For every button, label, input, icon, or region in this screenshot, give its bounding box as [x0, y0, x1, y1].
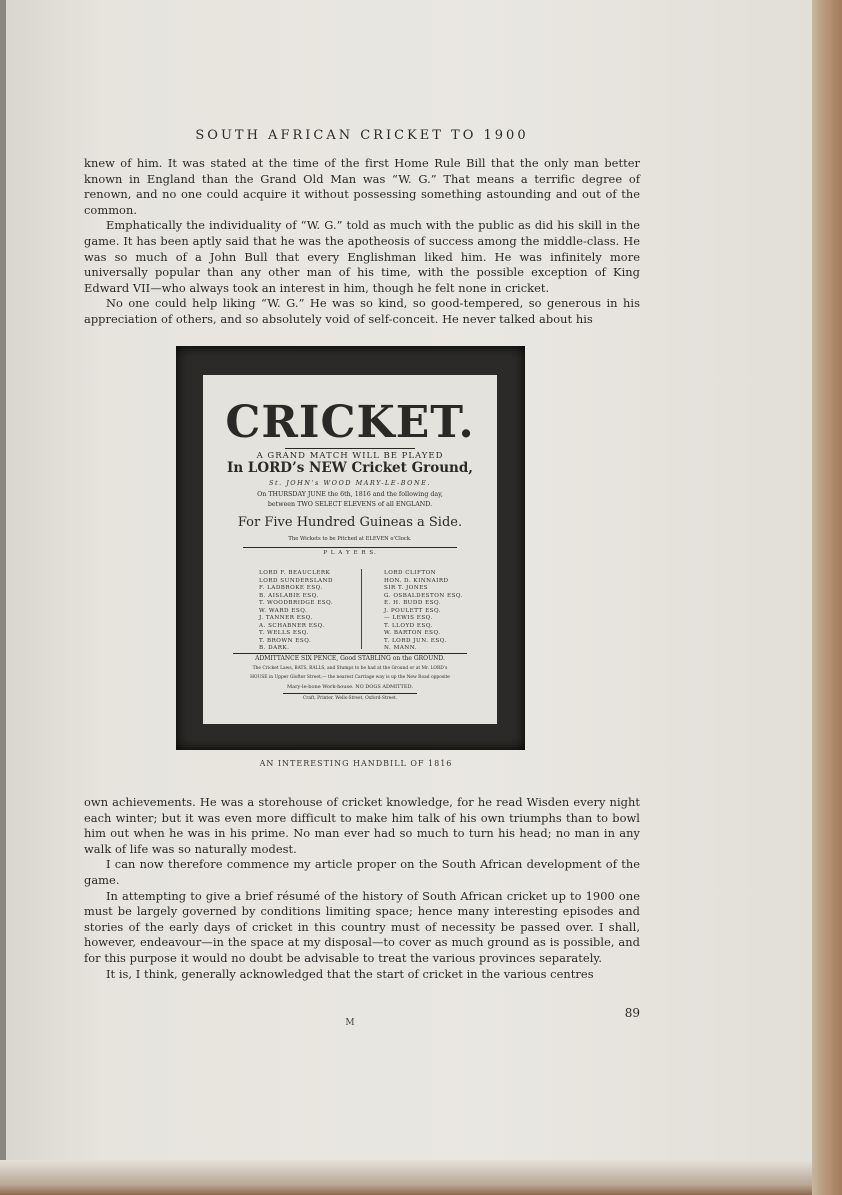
players-right	[384, 570, 463, 653]
player-name: F. LADBROKE ESQ.	[259, 585, 323, 591]
signature-mark: M	[345, 1018, 355, 1028]
player-name: A. SCHABNER ESQ.	[259, 622, 325, 629]
player-name: N. MANN.	[384, 645, 418, 651]
handbill-line: In LORD’s NEW Cricket Ground,	[227, 460, 473, 476]
divider	[233, 653, 467, 654]
handbill-line: For Five Hundred Guineas a Side.	[237, 515, 463, 530]
player-name: W. WARD ESQ.	[259, 607, 308, 614]
page-edges	[812, 0, 842, 1195]
paragraph: own achievements. He was a storehouse of cricket knowledge, for he read Wisden every night each winter; but it was even more difficult to make him talk of his own triumphs than to bowl him out when he was in his prime. No man ever had so much to turn his head; no man in any walk of life was so naturally modest.	[84, 795, 640, 856]
player-name: T. WOODBRIDGE ESQ.	[259, 600, 334, 606]
page-number: 89	[624, 1006, 640, 1020]
book-bottom-edge	[0, 1160, 812, 1195]
player-name: J. POULETT ESQ.	[384, 607, 442, 614]
divider	[283, 693, 417, 694]
player-name: T. LLOYD ESQ.	[384, 622, 433, 629]
handbill	[203, 375, 497, 724]
admittance-line: ADMITTANCE SIX PENCE, Good STABLING on the GROUND.	[255, 655, 445, 662]
divider	[285, 448, 415, 449]
player-name: — LEWIS ESQ.	[384, 615, 433, 621]
handbill-title: CRICKET.	[225, 397, 475, 448]
figure-caption: AN INTERESTING HANDBILL OF 1816	[259, 759, 453, 768]
player-name: W. BARTON ESQ.	[384, 630, 441, 636]
divider	[243, 547, 457, 548]
admittance-line: HOUSE in Upper Glofter Street,— the nearest Carriage way is up the New Road opposite	[250, 675, 450, 680]
player-name: B. AISLABIE ESQ.	[259, 592, 319, 599]
printer-line: Craft, Printer, Wells-Street, Oxford-Street.	[302, 696, 398, 701]
players-heading: P L A Y E R S.	[323, 550, 377, 556]
handbill-line: St. JOHN’s WOOD MARY-LE-BONE.	[269, 479, 431, 487]
handbill-line: The Wickets to be Pitched at ELEVEN o’Clock.	[288, 536, 412, 542]
player-name: E. H. BUDD ESQ.	[384, 600, 442, 606]
player-name: T. LORD JUN. ESQ.	[384, 637, 447, 644]
paragraph: knew of him. It was stated at the time of the first Home Rule Bill that the only man better known in England than the Grand Old Man was “W. G.” That means a terrific degree of renown, and no one could acquire it without possessing something astounding and out of the common.	[84, 156, 640, 217]
running-head: SOUTH AFRICAN CRICKET TO 1900	[195, 128, 529, 143]
paragraph: I can now therefore commence my article proper on the South African development of the game.	[84, 857, 640, 887]
player-name: B. DARK.	[259, 645, 290, 651]
handbill-line: A GRAND MATCH WILL BE PLAYED	[256, 451, 444, 461]
top-text-block	[84, 156, 640, 328]
paragraph: Emphatically the individuality of “W. G.” told as much with the public as did his skill in the game. It has been aptly said that he was the apotheosis of success among the middle-class. He was so much of a John Bull that every Englishman liked him. He was infinitely more universally popular than any other man of his time, with the possible exception of King Edward VII—who always took an interest in him, though he felt none in cricket.	[84, 218, 640, 295]
admittance-line: The Cricket Laws, BATS, BALLS, and Stumps to be had at the Ground or at Mr. LORD’s	[252, 666, 448, 671]
bottom-text-block	[84, 795, 640, 982]
admittance-line: Mary-le-bone Work-house. NO DOGS ADMITTED.	[287, 684, 413, 690]
player-name: G. OSBALDESTON ESQ.	[384, 592, 463, 599]
players-left	[259, 570, 333, 653]
player-name: SIR T. JONES	[384, 585, 429, 591]
player-name: LORD SUNDERSLAND	[259, 577, 333, 584]
player-name: LORD CLIFTON	[384, 570, 437, 576]
paragraph: It is, I think, generally acknowledged that the start of cricket in the various centres	[106, 966, 594, 981]
column-divider	[361, 569, 362, 649]
player-name: HON. D. KINNAIRD	[384, 577, 449, 584]
player-name: LORD F. BEAUCLERK	[259, 570, 331, 576]
player-name: T. BROWN ESQ.	[259, 637, 312, 644]
paragraph: In attempting to give a brief résumé of the history of South African cricket up to 1900 one must be largely governed by conditions limiting space; hence many interesting episodes and stories of the early days of cricket in this country must of necessity be passed over. I shall, however, endeavour—in the space at my disposal—to cover as much ground as is possible, and for this purpose it would no doubt be advisable to treat the various provinces separately.	[84, 888, 640, 965]
player-name: J. TANNER ESQ.	[259, 615, 313, 621]
handbill-line: On THURSDAY JUNE the 6th, 1816 and the following day,	[257, 491, 443, 498]
paragraph: No one could help liking “W. G.” He was so kind, so good-tempered, so generous in his appreciation of others, and so absolutely void of self-conceit. He never talked about his	[84, 296, 640, 326]
player-name: T. WELLS ESQ.	[259, 630, 309, 636]
handbill-line: between TWO SELECT ELEVENS of all ENGLAND.	[267, 501, 433, 508]
